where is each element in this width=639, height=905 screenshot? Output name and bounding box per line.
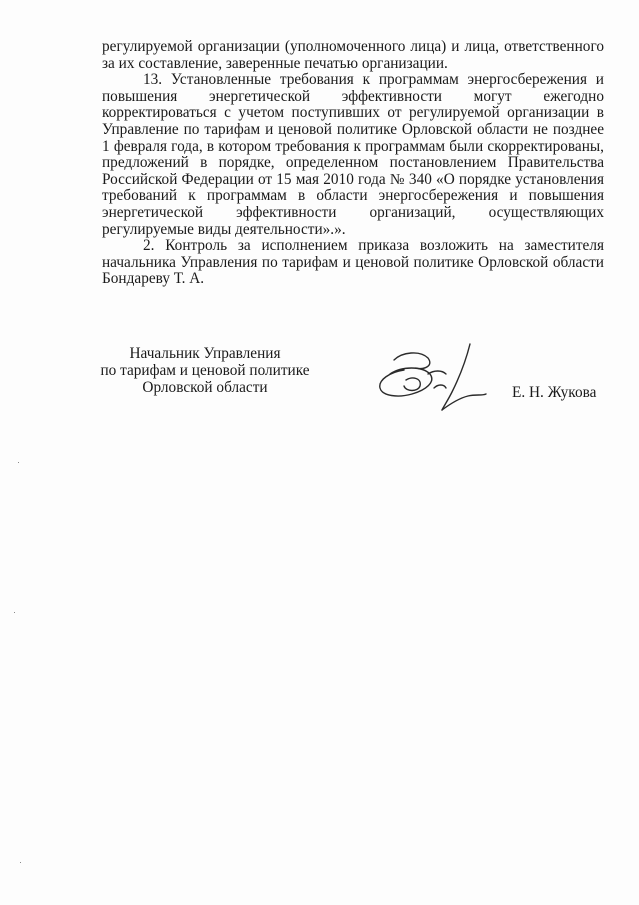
clause-13-paragraph: 13. Установленные требования к программам энергосбережения и повышения энергетической эффективности могут ежегодно корректироваться с учетом поступивших от регулируемой организации в Управление по тарифам и ценовой политике Орловской области не позднее 1 февраля года, в котором требования к программам были скорректированы, предложений в порядке, определенном постановлением Правительства Российской Федерации от 15 мая 2010 года № 340 «О порядке установления требований к программам в области энергосбережения и повышения энергетической эффективности организаций, осуществляющих регулируемые виды деятельности».». <box>102 71 604 238</box>
scan-speck <box>18 462 19 463</box>
document-body <box>102 39 604 288</box>
signatory-position <box>100 345 310 396</box>
position-line-3: Орловской области <box>142 379 268 396</box>
position-line-2: по тарифам и ценовой политике <box>100 362 310 379</box>
clause-2-paragraph: 2. Контроль за исполнением приказа возложить на заместителя начальника Управления по тарифам и ценовой политике Орловской области Бондареву Т. А. <box>102 237 604 288</box>
position-line-1: Начальник Управления <box>129 345 281 362</box>
handwritten-signature <box>372 340 490 412</box>
scan-speck <box>20 862 21 863</box>
scan-speck <box>14 612 15 613</box>
signer-name: Е. Н. Жукова <box>512 384 597 401</box>
continuation-paragraph: регулируемой организации (уполномоченного лица) и лица, ответственного за их составление, заверенные печатью организации. <box>102 38 604 72</box>
